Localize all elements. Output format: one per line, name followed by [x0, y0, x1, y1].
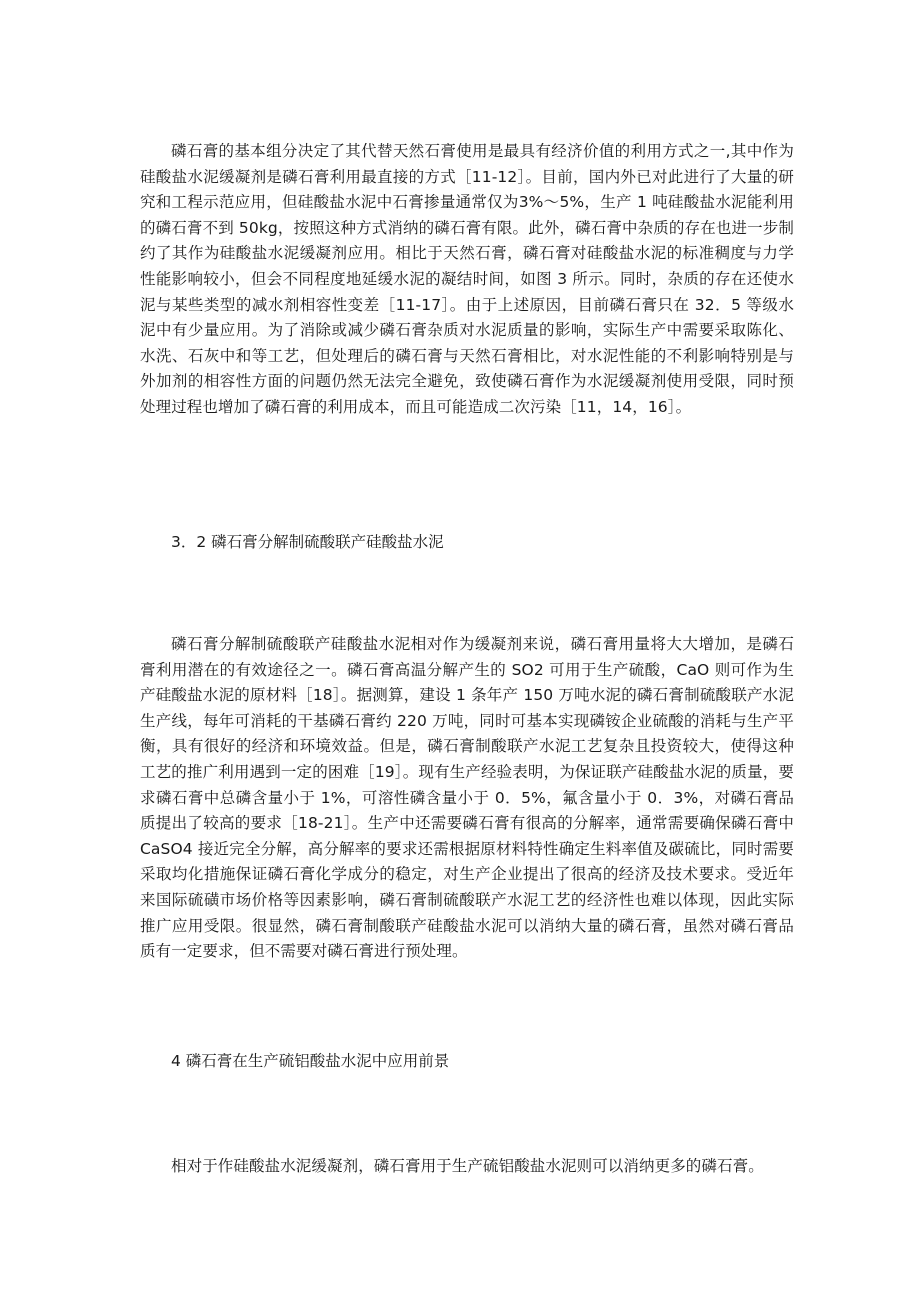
- body-paragraph-3: 相对于作硅酸盐水泥缓凝剂，磷石膏用于生产硫铝酸盐水泥则可以消纳更多的磷石膏。: [171, 1157, 764, 1175]
- section-heading-3-2: 3．2 磷石膏分解制硫酸联产硅酸盐水泥: [171, 533, 444, 551]
- section-heading-4: 4 磷石膏在生产硫铝酸盐水泥中应用前景: [171, 1052, 450, 1070]
- body-paragraph-2: 磷石膏分解制硫酸联产硅酸盐水泥相对作为缓凝剂来说，磷石膏用量将大大增加，是磷石膏利用潜在的有效途径之一。磷石膏高温分解产生的 SO2 可用于生产硫酸，CaO 则可作为生产硅酸盐水泥的原材料［18］。据测算，建设 1 条年产 150 万吨水泥的磷石膏制硫酸联产水泥生产线，每年可消耗的干基磷石膏约 220 万吨，同时可基本实现磷铵企业硫酸的消耗与生产平衡，具有很好的经济和环境效益。但是，磷石膏制酸联产水泥工艺复杂且投资较大，使得这种工艺的推广利用遇到一定的困难［19］。现有生产经验表明，为保证联产硅酸盐水泥的质量，要求磷石膏中总磷含量小于 1%，可溶性磷含量小于 0．5%，氟含量小于 0．3%，对磷石膏品质提出了较高的要求［18-21］。生产中还需要磷石膏有很高的分解率，通常需要确保磷石膏中 CaSO4 接近完全分解，高分解率的要求还需根据原材料特性确定生料率值及碳硫比，同时需要采取均化措施保证磷石膏化学成分的稳定，对生产企业提出了很高的经济及技术要求。受近年来国际硫磺市场价格等因素影响，磷石膏制硫酸联产水泥工艺的经济性也难以体现，因此实际推广应用受限。很显然，磷石膏制酸联产硅酸盐水泥可以消纳大量的磷石膏，虽然对磷石膏品质有一定要求，但不需要对磷石膏进行预处理。: [140, 635, 794, 961]
- body-paragraph-1: 磷石膏的基本组分决定了其代替天然石膏使用是最具有经济价值的利用方式之一,其中作为硅酸盐水泥缓凝剂是磷石膏利用最直接的方式［11-12］。目前，国内外已对此进行了大量的研究和工程示范应用，但硅酸盐水泥中石膏掺量通常仅为3%～5%，生产 1 吨硅酸盐水泥能利用的磷石膏不到 50kg，按照这种方式消纳的磷石膏有限。此外，磷石膏中杂质的存在也进一步制约了其作为硅酸盐水泥缓凝剂应用。相比于天然石膏，磷石膏对硅酸盐水泥的标准稠度与力学性能影响较小，但会不同程度地延缓水泥的凝结时间，如图 3 所示。同时，杂质的存在还使水泥与某些类型的减水剂相容性变差［11-17］。由于上述原因，目前磷石膏只在 32．5 等级水泥中有少量应用。为了消除或减少磷石膏杂质对水泥质量的影响，实际生产中需要采取陈化、水洗、石灰中和等工艺，但处理后的磷石膏与天然石膏相比，对水泥性能的不利影响特别是与外加剂的相容性方面的问题仍然无法完全避免，致使磷石膏作为水泥缓凝剂使用受限，同时预处理过程也增加了磷石膏的利用成本，而且可能造成二次污染［11，14，16］。: [140, 142, 794, 416]
